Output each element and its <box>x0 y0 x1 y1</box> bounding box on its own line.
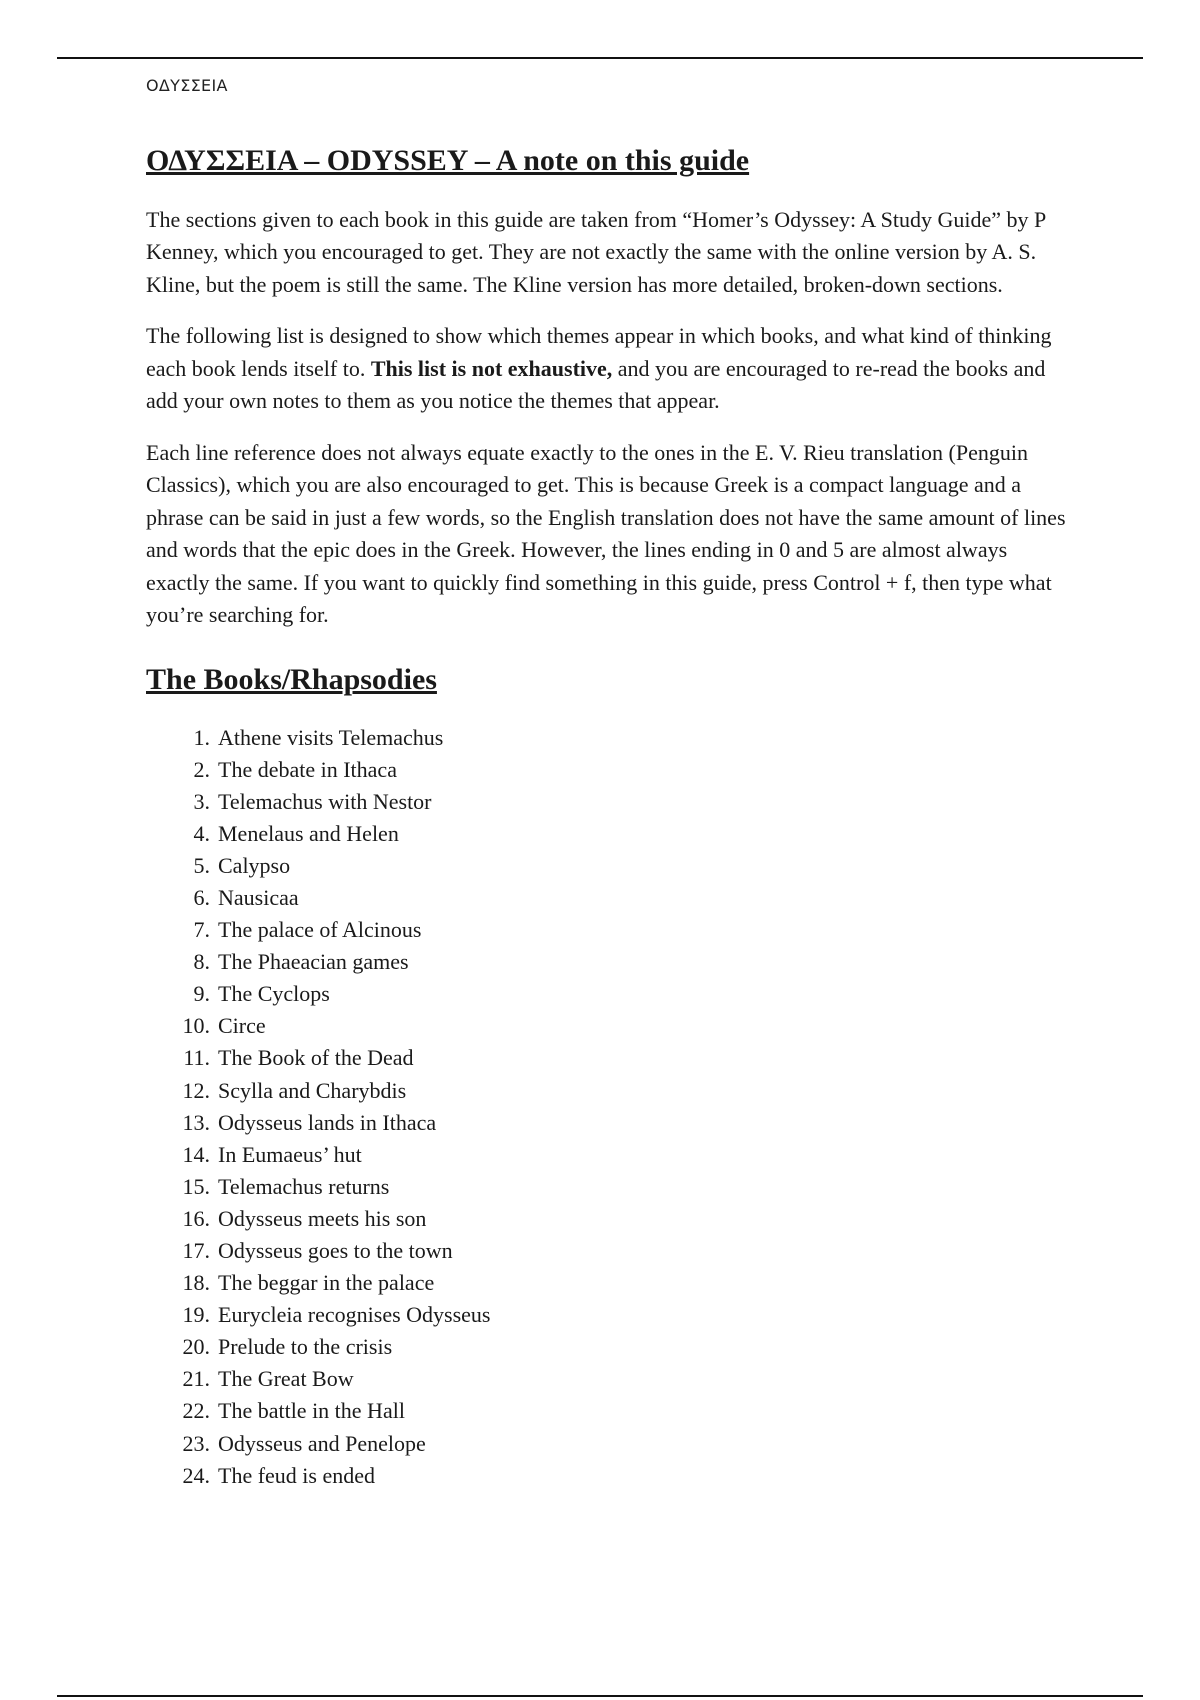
not-exhaustive-emphasis: This list is not exhaustive, <box>370 355 613 381</box>
book-title: Telemachus returns <box>218 1173 390 1199</box>
themes-text-before: The following list is designed to show which themes appear in which books, and what kind of thinking each book lends itself to. <box>146 323 1052 381</box>
list-item <box>146 1267 1066 1299</box>
book-title: The Phaeacian games <box>218 949 409 975</box>
themes-text-after: and you are encouraged to re-read the books and add your own notes to them as you notice the themes that appear. <box>146 355 1046 413</box>
list-item <box>146 914 1066 946</box>
book-title: The battle in the Hall <box>218 1398 405 1424</box>
book-number: 17. <box>182 1238 210 1263</box>
book-title: Odysseus and Penelope <box>218 1430 426 1456</box>
list-item <box>146 786 1066 818</box>
list-item <box>146 722 1066 754</box>
list-item <box>146 1235 1066 1267</box>
book-title: The debate in Ithaca <box>218 756 397 782</box>
list-item <box>146 818 1066 850</box>
book-title: Nausicaa <box>218 884 299 910</box>
book-number: 4. <box>193 820 210 846</box>
list-item <box>146 1107 1066 1139</box>
list-item <box>146 1395 1066 1427</box>
book-title: The Cyclops <box>218 981 330 1007</box>
book-number: 3. <box>193 788 210 814</box>
book-title: The beggar in the palace <box>218 1270 435 1296</box>
book-number: 6. <box>193 884 210 910</box>
book-number: 13. <box>182 1109 210 1135</box>
page-content <box>146 142 1066 1492</box>
list-item <box>146 754 1066 786</box>
book-number: 2. <box>193 756 210 782</box>
book-number: 24. <box>182 1462 210 1488</box>
intro-paragraph: The sections given to each book in this guide are taken from “Homer’s Odyssey: A Study Guide” by P Kenney, which you encouraged to get. They are not exactly the same with the online version by A. S. Kline, but the poem is still the same. The Kline version has more detailed, broken-down sections. <box>146 206 1046 297</box>
running-header: ΟΔΥΣΣΕΙΑ <box>146 76 228 95</box>
book-number: 18. <box>182 1270 210 1296</box>
header-rule <box>57 57 1143 59</box>
list-item <box>146 1428 1066 1460</box>
book-title: Scylla and Charybdis <box>218 1077 407 1103</box>
book-number: 23. <box>182 1430 210 1456</box>
list-item <box>146 978 1066 1010</box>
book-title: Athene visits Telemachus <box>218 724 444 750</box>
list-item <box>146 850 1066 882</box>
book-number: 14. <box>182 1141 210 1167</box>
book-title: The palace of Alcinous <box>218 917 422 943</box>
list-item <box>146 1075 1066 1107</box>
book-title: The feud is ended <box>218 1462 375 1488</box>
list-item <box>146 1010 1066 1042</box>
book-number: 22. <box>182 1398 210 1424</box>
book-title: The Book of the Dead <box>218 1045 414 1071</box>
book-title: Circe <box>218 1013 266 1039</box>
book-number: 16. <box>182 1205 210 1231</box>
book-number: 21. <box>182 1366 210 1392</box>
book-title: The Great Bow <box>218 1366 354 1392</box>
footer-rule <box>57 1695 1143 1697</box>
book-title: Telemachus with Nestor <box>218 788 432 814</box>
book-title: Menelaus and Helen <box>218 820 399 846</box>
book-title: Prelude to the crisis <box>218 1334 393 1360</box>
list-item <box>146 1363 1066 1395</box>
list-item <box>146 1171 1066 1203</box>
book-title: Calypso <box>218 852 291 878</box>
book-number: 12. <box>182 1077 210 1103</box>
book-number: 5. <box>193 852 210 878</box>
list-item <box>146 1042 1066 1074</box>
book-title: Odysseus meets his son <box>218 1205 427 1231</box>
book-number: 10. <box>182 1013 210 1039</box>
list-item <box>146 1299 1066 1331</box>
list-item <box>146 1460 1066 1492</box>
book-number: 20. <box>182 1334 210 1360</box>
book-number: 9. <box>193 981 210 1007</box>
book-number: 7. <box>193 917 210 943</box>
themes-paragraph <box>146 320 1066 418</box>
book-title: Eurycleia recognises Odysseus <box>218 1302 491 1328</box>
book-number: 11. <box>183 1045 210 1071</box>
book-number: 15. <box>182 1173 210 1199</box>
books-heading: The Books/Rhapsodies <box>146 662 437 696</box>
books-list <box>146 722 1066 1492</box>
list-item <box>146 1331 1066 1363</box>
book-number: 8. <box>193 949 210 975</box>
book-number: 19. <box>182 1302 210 1328</box>
book-title: Odysseus goes to the town <box>218 1238 453 1263</box>
book-title: Odysseus lands in Ithaca <box>218 1109 437 1135</box>
document-title: ΟΔΥΣΣΕΙΑ – ODYSSEY – A note on this guide <box>146 144 750 177</box>
list-item <box>146 1139 1066 1171</box>
list-item <box>146 946 1066 978</box>
line-reference-paragraph: Each line reference does not always equate exactly to the ones in the E. V. Rieu translation (Penguin Classics), which you are also encouraged to get. This is because Greek is a compact language and a phrase can be said in just a few words, so the English translation does not have the same amount of lines and words that the epic does in the Greek. However, the lines ending in 0 and 5 are almost always exactly the same. If you want to quickly find something in this guide, press Control + f, then type what you’re searching for. <box>146 439 1066 627</box>
list-item <box>146 1203 1066 1235</box>
book-number: 1. <box>193 724 210 750</box>
list-item <box>146 882 1066 914</box>
book-title: In Eumaeus’ hut <box>218 1141 362 1167</box>
